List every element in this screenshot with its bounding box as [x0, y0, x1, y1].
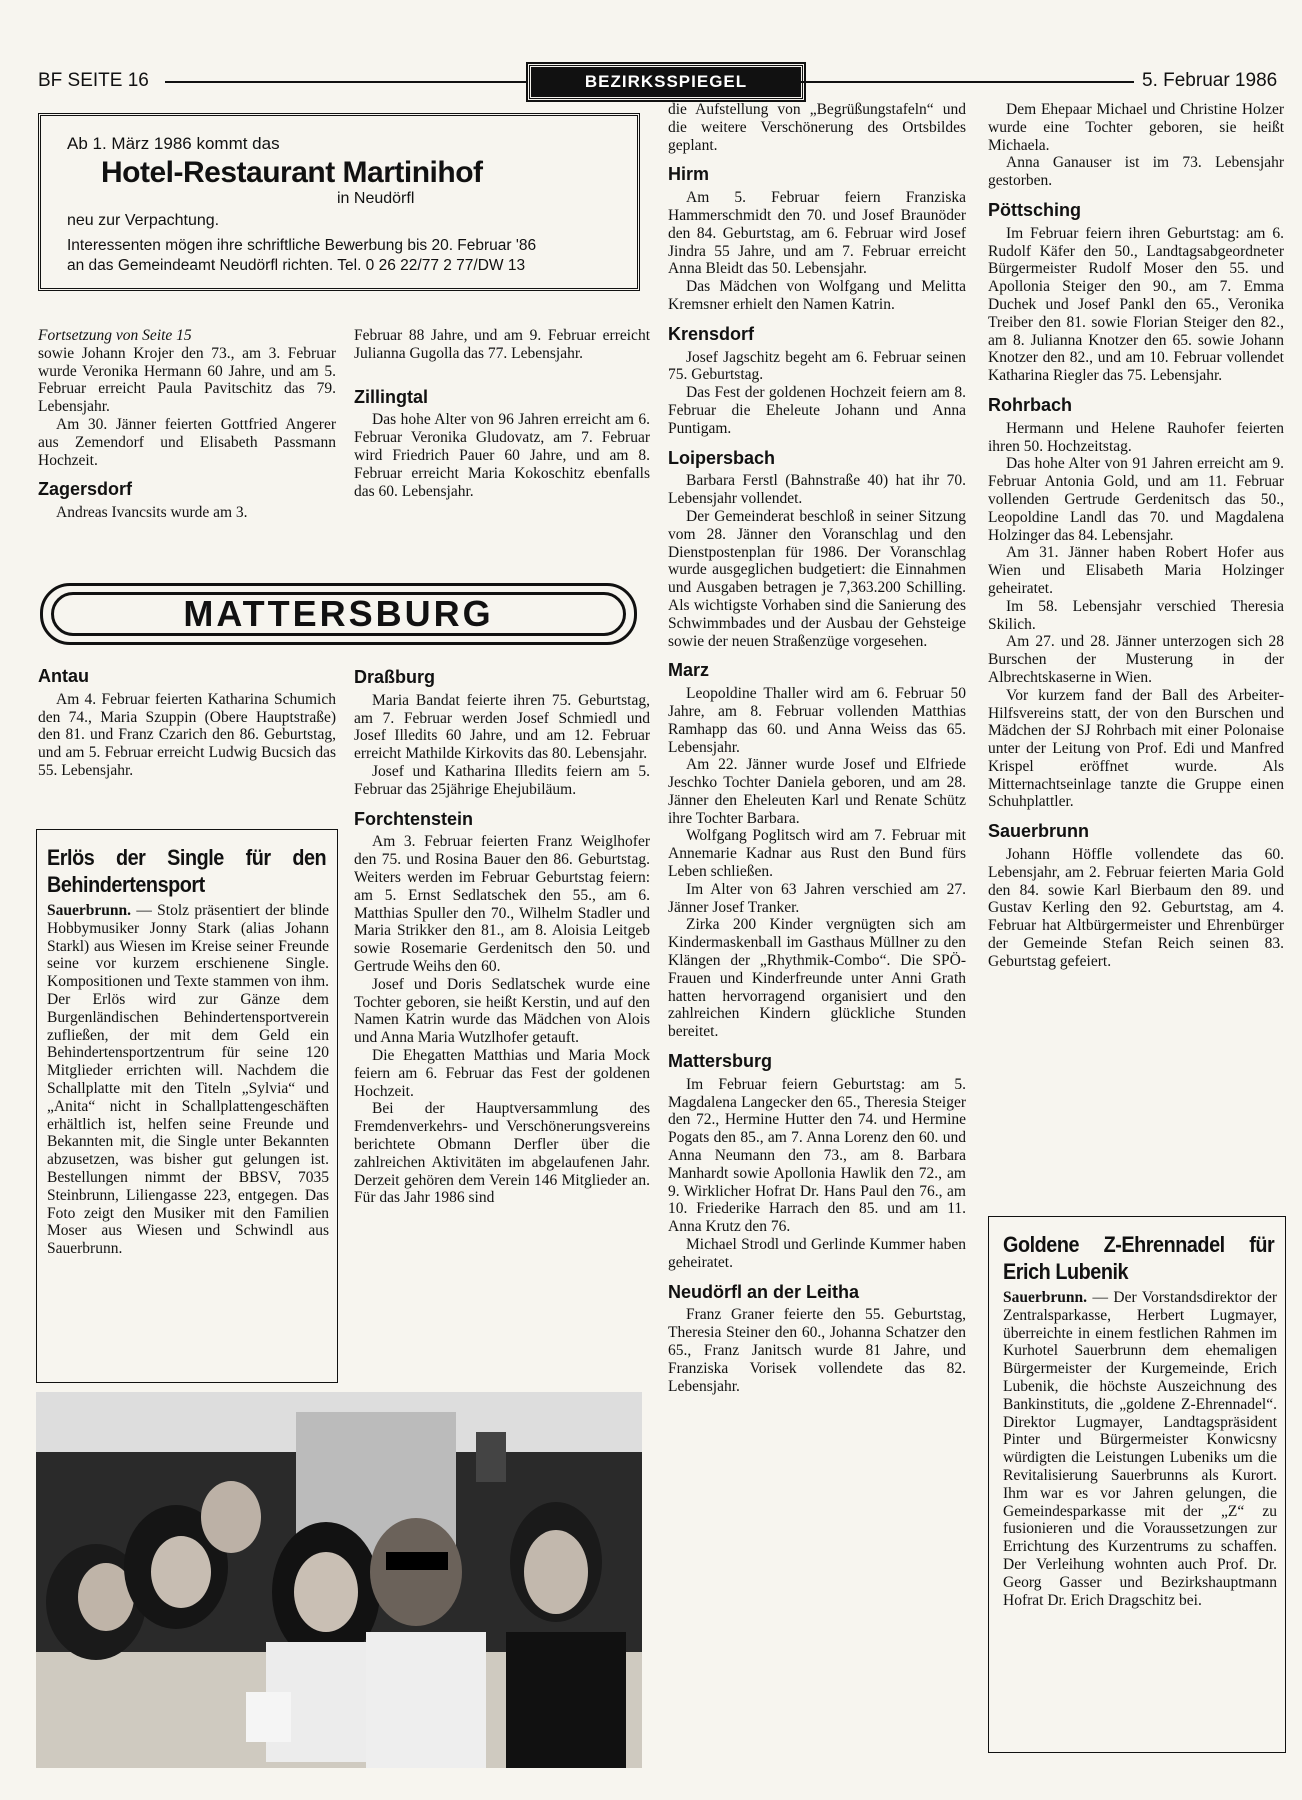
- article-text: [47, 902, 329, 1258]
- article-text: Am 27. und 28. Jänner unterzogen sich 28 Burschen der Musterung in der Albrechtskaserne in Wien.: [988, 633, 1284, 686]
- section-heading: Krensdorf: [668, 323, 755, 344]
- article-text: Der Gemeinderat beschloß in seiner Sitzung vom 28. Jänner den Voranschlag und den Dienstpostenplan für 1986. Der Voranschlag wurde ausgeglichen budgetiert: die Einnahmen und Ausgaben betragen je 7,363.200 Schilling. Als wichtigste Vorhaben sind die Sanierung des Schwimmbades und der Ausbau der Gehsteige sowie der neuen Straßenzüge vorgesehen.: [668, 507, 966, 650]
- section-heading: Hirm: [668, 164, 710, 185]
- section-heading: Pöttsching: [988, 199, 1081, 220]
- article-text: Die Ehegatten Matthias und Maria Mock feiern am 6. Februar das Fest der goldenen Hochzeit.: [354, 1046, 650, 1100]
- section-heading: Sauerbrunn: [988, 821, 1090, 842]
- ad-line5: Interessenten mögen ihre schriftliche Bewerbung bis 20. Februar '86: [67, 237, 537, 254]
- region-banner: [40, 583, 637, 645]
- article-text: Josef Jagschitz begeht am 6. Februar seinen 75. Geburtstag.: [668, 348, 966, 384]
- article-text: Zirka 200 Kinder vergnügten sich am Kindermaskenball im Gasthaus Müllner zu den Klängen der „Rhythmik-Combo“. Die SPÖ-Frauen und Kinderfreunde unter Anni Grath hatten hervorragend organisiert und den zahlreichen Kindern glückliche Stunden bereitet.: [668, 916, 966, 1041]
- article-lead: Sauerbrunn.: [1003, 1289, 1087, 1306]
- article-text: Am 31. Jänner haben Robert Hofer aus Wien und Elisabeth Maria Holzinger geheiratet.: [988, 544, 1284, 597]
- article-text: Das hohe Alter von 91 Jahren erreicht am 9. Februar Antonia Gold, und am 11. Februar vollenden Gertrude Gerdenitsch das 50., Leopoldine Landl das 70. und Magdalena Holzinger das 84. Lebensjahr.: [988, 455, 1284, 544]
- column-4: [988, 101, 1284, 971]
- region-banner-title: MATTERSBURG: [51, 592, 626, 636]
- ad-name: Hotel-Restaurant Martinihof: [101, 156, 483, 189]
- section-heading: Mattersburg: [668, 1051, 773, 1072]
- single-article-box: [36, 829, 338, 1383]
- section-heading: Zillingtal: [354, 386, 428, 407]
- article-text: Dem Ehepaar Michael und Christine Holzer wurde eine Tochter geboren, sie heißt Michaela.: [988, 101, 1284, 154]
- page-date: 5. Februar 1986: [1142, 70, 1278, 91]
- page-label: BF SEITE 16: [38, 70, 149, 91]
- column-1-top: [38, 327, 336, 522]
- section-heading: Forchtenstein: [354, 808, 474, 829]
- continuation-note: Fortsetzung von Seite 15: [38, 327, 192, 344]
- section-heading: Marz: [668, 660, 710, 681]
- section-heading: Draßburg: [354, 667, 435, 687]
- column-2: [354, 669, 650, 1207]
- article-text: Februar 88 Jahre, und am 9. Februar erreicht Julianna Gugolla das 77. Lebensjahr.: [354, 327, 650, 362]
- section-heading: Rohrbach: [988, 394, 1073, 415]
- article-text: Vor kurzem fand der Ball des Arbeiter-Hilfsvereins statt, der von den Burschen und Mädchen der SJ Rohrbach mit einer Polonaise unter der Leitung von Prof. Edi und Manfred Krispel eröffnet wurde. Als Mitternachtseinlage tanzte die Gruppe einen Schuhplattler.: [988, 686, 1284, 811]
- article-text: Am 5. Februar feiern Franziska Hammerschmidt den 70. und Josef Braunöder den 84. Geburtstag, am 6. Februar wird Josef Jindra 55 Jahre, und am 7. Februar erreicht Anna Bleidt das 50. Lebensjahr.: [668, 189, 966, 278]
- section-tag: BEZIRKSSPIEGEL: [528, 64, 804, 100]
- ad-location: in Neudörfl: [337, 190, 415, 207]
- article-text: die Aufstellung von „Begrüßungstafeln“ und die weitere Verschönerung des Ortsbildes geplant.: [668, 101, 966, 154]
- photo-image: [36, 1392, 642, 1768]
- article-text: Johann Höffle vollendete das 60. Lebensjahr, am 2. Februar feierten Maria Gold den 84. sowie Karl Bierbaum den 89. und Gustav Kerling den 92. Geburtstag, am 4. Februar hat Altbürgermeister und Ehrenbürger der Gemeinde Stefan Reich seinen 83. Geburtstag gefeiert.: [988, 846, 1284, 970]
- section-heading: Neudörfl an der Leitha: [668, 1281, 860, 1302]
- section-heading: Loipersbach: [668, 447, 776, 468]
- article-text: Barbara Ferstl (Bahnstraße 40) hat ihr 70. Lebensjahr vollendet.: [668, 472, 966, 508]
- article-text: Anna Ganauser ist im 73. Lebensjahr gestorben.: [988, 154, 1284, 190]
- ehrennadel-article-title: Goldene Z-Ehrennadel für Erich Lubenik: [1003, 1232, 1275, 1284]
- article-body: — Der Vorstandsdirektor der Zentralsparkasse, Herbert Lugmayer, überreichte in einem festlichen Rahmen im Kurhotel Sauerbrunn dem ehemaligen Bürgermeister der Kurgemeinde, Erich Lubenik, die höchste Auszeichnung des Bankinstituts, die „goldene Z-Ehrennadel“. Direktor Lugmayer, Landtagspräsident Pinter und Bürgermeister Konwicsny würdigten die Leistungen Lubeniks um die Revitalisierung Sauerbrunns als Kurort. Ihm war es vor Jahren gelungen, die Gemeindesparkasse mit der „Z“ zu fusionieren und die Voraussetzungen zur Errichtung des Kurzentrums zu schaffen. Der Verleihung wohnten auch Prof. Dr. Georg Gasser und Bezirkshauptmann Hofrat Dr. Erich Dragschitz bei.: [1003, 1289, 1277, 1609]
- article-text: Das hohe Alter von 96 Jahren erreicht am 6. Februar Veronika Gludovatz, am 7. Februar wird Friedrich Pauer 60 Jahre, und am 8. Februar erreicht Maria Kokoschitz ebenfalls das 60. Lebensjahr.: [354, 411, 650, 500]
- article-text: sowie Johann Krojer den 73., am 3. Februar wurde Veronika Hermann 60 Jahre, und am 5. Februar erreicht Paula Pavitschitz das 79. Lebensjahr.: [38, 344, 336, 416]
- article-text: Leopoldine Thaller wird am 6. Februar 50 Jahre, am 8. Februar vollenden Matthias Ramhapp das 60. und Anna Weiss das 65. Lebensjahr.: [668, 685, 966, 756]
- section-heading: Zagersdorf: [38, 479, 133, 500]
- header-rule-left: [165, 81, 528, 83]
- ad-line1: Ab 1. März 1986 kommt das: [67, 134, 280, 153]
- header-rule-right: [800, 81, 1134, 83]
- article-text: Maria Bandat feierte ihren 75. Geburtstag, am 7. Februar werden Josef Schmiedl und Josef Illedits 60 Jahre, und am 12. Februar erreicht Mathilde Kirkovits das 80. Lebensjahr.: [354, 691, 650, 763]
- article-text: Am 4. Februar feierten Katharina Schumich den 74., Maria Szuppin (Obere Hauptstraße) den 81. und Franz Czarich den 86. Geburtstag, und am 5. Februar erreicht Ludwig Bucsich das 55. Lebensjahr.: [38, 690, 336, 779]
- article-text: Bei der Hauptversammlung des Fremdenverkehrs- und Verschönerungsvereins berichtete Obmann Derfler über die zahlreichen Aktivitäten im abgelaufenen Jahr. Derzeit gehören dem Verein 146 Mitglieder an. Für das Jahr 1986 sind: [354, 1100, 650, 1207]
- ad-line4: neu zur Verpachtung.: [67, 212, 220, 229]
- article-text: Das Mädchen von Wolfgang und Melitta Kremsner erhielt den Namen Katrin.: [668, 278, 966, 313]
- section-heading: Antau: [38, 666, 89, 686]
- article-text: Am 30. Jänner feierten Gottfried Angerer aus Zemendorf und Elisabeth Passmann Hochzeit.: [38, 415, 336, 469]
- article-text: Hermann und Helene Rauhofer feierten ihren 50. Hochzeitstag.: [988, 419, 1284, 455]
- article-lead: Sauerbrunn.: [47, 902, 131, 919]
- ehrennadel-article-box: [988, 1216, 1286, 1753]
- article-text: Wolfgang Poglitsch wird am 7. Februar mit Annemarie Kadnar aus Rust den Bund fürs Leben schließen.: [668, 827, 966, 881]
- column-2-top: [354, 327, 650, 500]
- article-text: Im Februar feiern ihren Geburtstag: am 6. Rudolf Käfer den 50., Landtagsabgeordneter Bürgermeister Rudolf Moser den 55. und Apollonia Steiger den 90., am 7. Emma Duchek und Josef Pankl den 65., Veronika Treiber den 81. sowie Florian Steiger den 82., am 8. Julianna Knotzer den 65. sowie Johann Knotzer den 82., und am 10. Februar vollendet Katharina Riegler das 75. Lebensjahr.: [988, 224, 1284, 385]
- ad-box: [38, 113, 640, 291]
- article-text: Andreas Ivancsits wurde am 3.: [56, 504, 248, 522]
- ad-line6: an das Gemeindeamt Neudörfl richten. Tel. 0 26 22/77 2 77/DW 13: [67, 257, 526, 274]
- article-text: Im 58. Lebensjahr verschied Theresia Skilich.: [988, 597, 1284, 633]
- article-text: Michael Strodl und Gerlinde Kummer haben geheiratet.: [668, 1236, 966, 1271]
- article-text: [1003, 1289, 1277, 1609]
- column-1-antau: [38, 668, 336, 780]
- single-article-title: Erlös der Single für den Behindertensport: [47, 845, 327, 897]
- article-text: Am 3. Februar feierten Franz Weiglhofer den 75. und Rosina Bauer den 86. Geburtstag. Weiters werden im Februar Geburtstag feiern: am 5. Ernst Sedlatschek den 55., am 6. Matthias Spuller den 70., Wilhelm Stadler und Maria Strikker den 81., am 8. Aloisia Leitgeb sowie Rosemarie Gerdenitsch den 50. und Gertrude Weihs den 60.: [354, 833, 650, 975]
- article-text: Am 22. Jänner wurde Josef und Elfriede Jeschko Tochter Daniela geboren, und am 28. Jänner den Eheleuten Karl und Renate Schütz ihre Tochter Barbara.: [668, 756, 966, 827]
- article-text: Im Alter von 63 Jahren verschied am 27. Jänner Josef Tranker.: [668, 880, 966, 916]
- article-text: Josef und Katharina Illedits feiern am 5. Februar das 25jährige Ehejubiläum.: [354, 762, 650, 798]
- article-text: Das Fest der goldenen Hochzeit feiern am 8. Februar die Eheleute Johann und Anna Puntigam.: [668, 384, 966, 437]
- article-body: — Stolz präsentiert der blinde Hobbymusiker Jonny Stark (alias Johann Starkl) aus Wiesen im Kreise seiner Freunde seine vor kurzem erschienene Single. Kompositionen und Texte stammen von ihm. Der Erlös wird zur Gänze dem Burgenländischen Behindertensportverein zufließen, der mit dem Geld ein Behindertensportzentrum für seine 120 Mitglieder errichten will. Nachdem die Schallplatte mit den Titeln „Sylvia“ und „Anita“ nicht in Schallplattengeschäften erhältlich ist, helfen seine Freunde und Bekannten mit, die Single unter Bekannten abzusetzen, was bisher gut gelungen ist. Bestellungen nimmt der BBSV, 7035 Steinbrunn, Liliengasse 223, entgegen. Das Foto zeigt den Musiker mit den Familien Moser aus Wiesen und Schwindl aus Sauerbrunn.: [47, 902, 329, 1258]
- article-text: Im Februar feiern Geburtstag: am 5. Magdalena Langecker den 65., Theresia Steiger den 72., Hermine Hutter den 74. und Hermine Pogats den 85., am 7. Anna Lorenz den 60. und Anna Neumann den 73., am 8. Barbara Manhardt sowie Apollonia Hawlik den 72., am 9. Wirklicher Hofrat Dr. Hans Paul den 76., am 10. Friederike Harrach den 85. und am 11. Anna Krutz den 76.: [668, 1075, 966, 1236]
- column-3: [668, 101, 966, 1395]
- article-text: Franz Graner feierte den 55. Geburtstag, Theresia Steiner den 60., Johanna Schatzer den 65., Franz Janitsch wurde 81 Jahre, und Franziska Vorisek vollendete das 82. Lebensjahr.: [668, 1306, 966, 1395]
- musician-group-photo: [36, 1392, 642, 1768]
- article-text: Josef und Doris Sedlatschek wurde eine Tochter geboren, sie heißt Kerstin, und auf den Namen Katrin wurde das Mädchen von Alois und Anna Maria Wutzlhofer getauft.: [354, 975, 650, 1047]
